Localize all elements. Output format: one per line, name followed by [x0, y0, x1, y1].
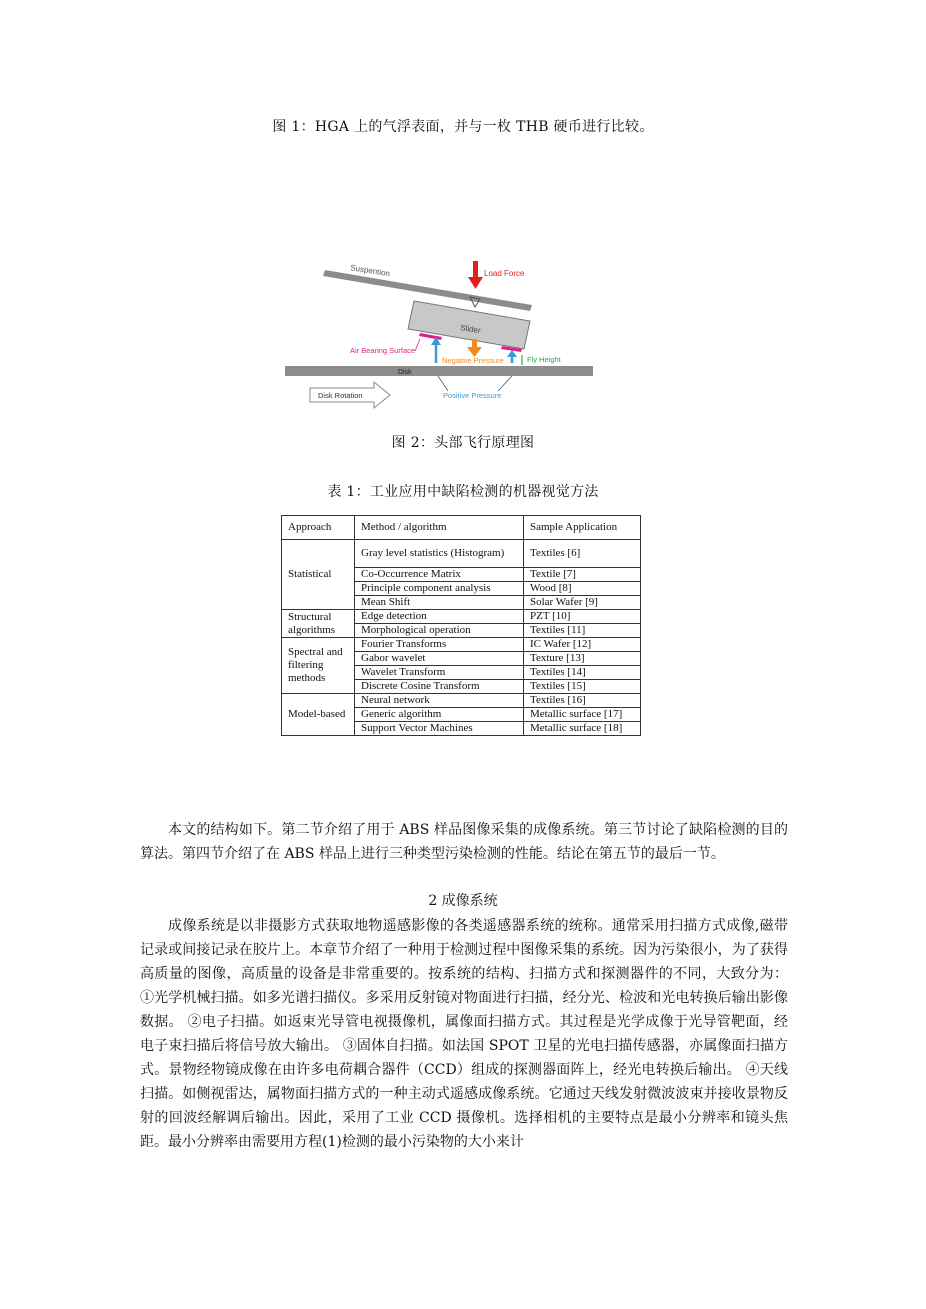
table-row [282, 638, 641, 652]
slider-label: Slider [459, 323, 482, 336]
defect-detection-table [281, 515, 641, 736]
negative-pressure-label: Negative Pressure [442, 356, 504, 365]
header-sample-application: Sample Application [524, 516, 641, 540]
method-cell: Mean Shift [355, 596, 524, 610]
application-cell: Textiles [16] [524, 694, 641, 708]
method-cell: Gabor wavelet [355, 652, 524, 666]
method-cell: Principle component analysis [355, 582, 524, 596]
paragraph-text: 本文的结构如下。第二节介绍了用于 ABS 样品图像采集的成像系统。第三节讨论了缺陷检测的目的算法。第四节介绍了在 ABS 样品上进行三种类型污染检测的性能。结论在第五节的最后一节。 [140, 822, 788, 862]
disk-label: Disk [398, 369, 412, 376]
application-cell: IC Wafer [12] [524, 638, 641, 652]
table-row [282, 694, 641, 708]
application-cell: PZT [10] [524, 610, 641, 624]
air-bearing-leader [415, 339, 420, 351]
load-force-label: Load Force [484, 269, 525, 278]
suspention-label: Suspention [349, 263, 391, 279]
application-cell: Textiles [15] [524, 680, 641, 694]
application-cell: Textiles [14] [524, 666, 641, 680]
disk-rotation-label: Disk Rotation [318, 391, 363, 400]
method-cell: Gray level statistics (Histogram) [355, 540, 524, 568]
disk [285, 366, 593, 376]
method-cell: Co-Occurrence Matrix [355, 568, 524, 582]
air-bearing-label: Air Bearing Surface [350, 346, 416, 355]
paragraph-text: 成像系统是以非摄影方式获取地物遥感影像的各类遥感器系统的统称。通常采用扫描方式成像,磁带记录或间接记录在胶片上。本章节介绍了一种用于检测过程中图像采集的系统。因为污染很小，为了获得高质量的图像，高质量的设备是非常重要的。按系统的结构、扫描方式和探测器件的不同，大致分为： ①光学机械扫描。如多光谱扫描仪。多采用反射镜对物面进行扫描，经分光、检波和光电转换后输出影像数据。 ②电子扫描。如返束光导管电视摄像机，属像面扫描方式。其过程是光学成像于光导管靶面，经电子束扫描后将信号放大输出。 ③固体自扫描。如法国 SPOT 卫星的光电扫描传感器，亦属像面扫描方式。景物经物镜成像在由许多电荷耦合器件（CCD）组成的探测器面阵上，经光电转换后输出。 ④天线扫描。如侧视雷达，属物面扫描方式的一种主动式遥感成像系统。它通过天线发射微波波束并接收景物反射的回波经解调后输出。因此，采用了工业 CCD 摄像机。选择相机的主要特点是最小分辨率和镜头焦距。最小分辨率由需要用方程(1)检测的最小污染物的大小来计 [140, 918, 788, 1150]
method-cell: Morphological operation [355, 624, 524, 638]
method-cell: Neural network [355, 694, 524, 708]
table-header-row [282, 516, 641, 540]
application-cell: Textile [7] [524, 568, 641, 582]
application-cell: Textiles [11] [524, 624, 641, 638]
header-approach: Approach [282, 516, 355, 540]
imaging-system-paragraph [140, 914, 788, 1154]
method-cell: Wavelet Transform [355, 666, 524, 680]
application-cell: Texture [13] [524, 652, 641, 666]
method-cell: Discrete Cosine Transform [355, 680, 524, 694]
approach-cell: Statistical [282, 540, 355, 610]
approach-cell: Model-based [282, 694, 355, 736]
method-cell: Edge detection [355, 610, 524, 624]
header-method: Method / algorithm [355, 516, 524, 540]
load-force-arrow-shaft [473, 261, 478, 279]
application-cell: Metallic surface [18] [524, 722, 641, 736]
head-flying-diagram [280, 255, 600, 415]
application-cell: Textiles [6] [524, 540, 641, 568]
figure1-caption: 图 1：HGA 上的气浮表面，并与一枚 THB 硬币进行比较。 [272, 119, 654, 135]
section-title: 2 成像系统 [428, 893, 498, 909]
method-cell: Support Vector Machines [355, 722, 524, 736]
application-cell: Metallic surface [17] [524, 708, 641, 722]
intro-paragraph [140, 818, 788, 866]
table-row [282, 540, 641, 568]
fly-height-label: Fly Height [527, 355, 561, 364]
method-cell: Fourier Transforms [355, 638, 524, 652]
figure2-caption: 图 2：头部飞行原理图 [391, 435, 535, 451]
table1-caption: 表 1：工业应用中缺陷检测的机器视觉方法 [327, 484, 599, 500]
application-cell: Solar Wafer [9] [524, 596, 641, 610]
application-cell: Wood [8] [524, 582, 641, 596]
positive-pressure-leader-left [438, 376, 448, 391]
method-cell: Generic algorithm [355, 708, 524, 722]
load-force-arrow-head [468, 277, 483, 289]
table-row [282, 610, 641, 624]
approach-cell: Spectral and filtering methods [282, 638, 355, 694]
positive-pressure-label: Positive Pressure [443, 391, 502, 400]
approach-cell: Structural algorithms [282, 610, 355, 638]
positive-pressure-leader-right [498, 376, 512, 391]
